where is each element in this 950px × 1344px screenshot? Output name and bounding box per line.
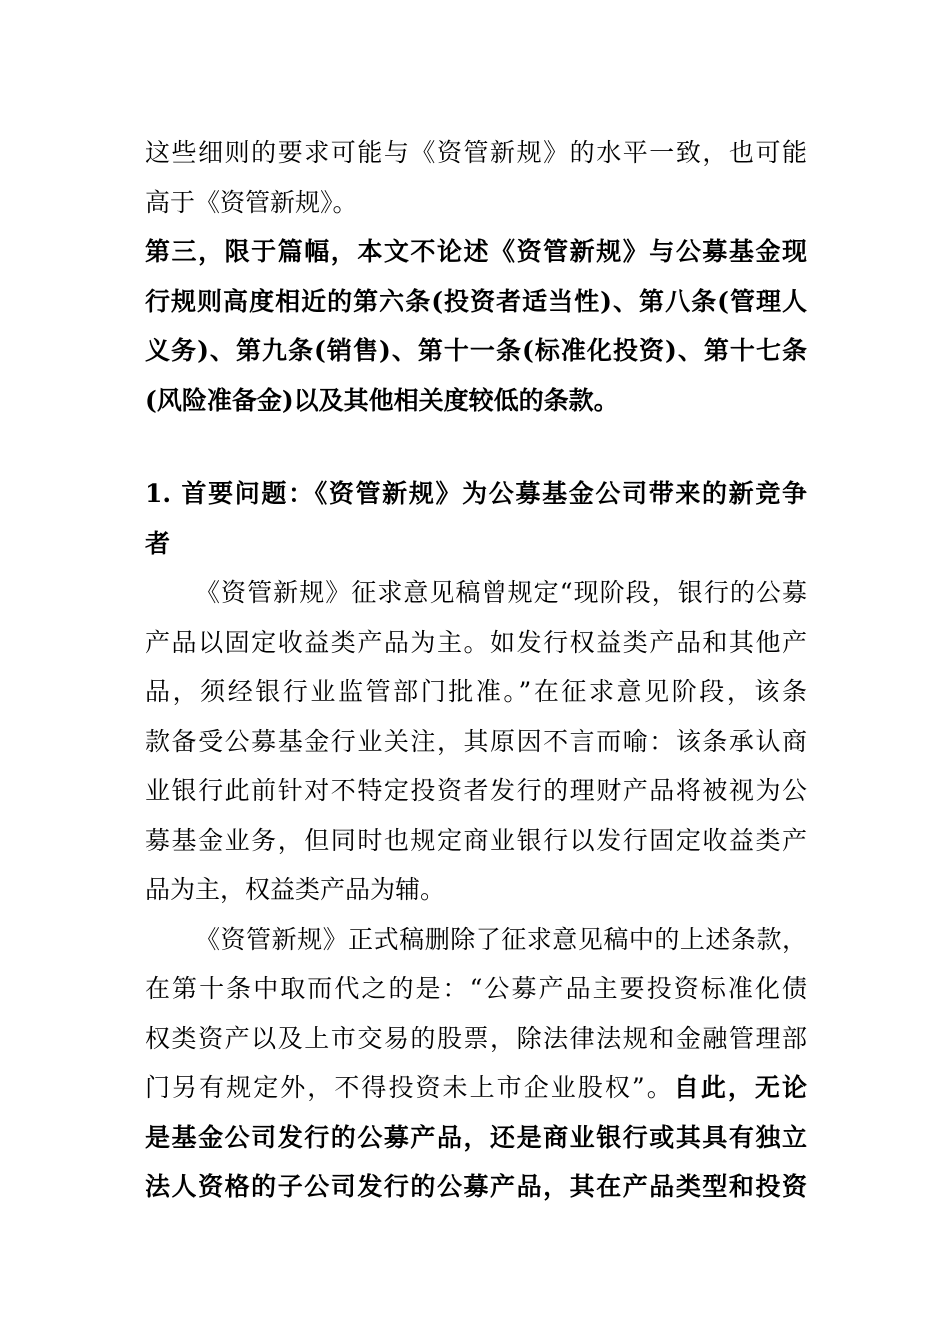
text-line: 品为主，权益类产品为辅。 bbox=[145, 875, 446, 904]
text-line: 产品以固定收益类产品为主。如发行权益类产品和其他产 bbox=[145, 627, 807, 657]
text-line: 是基金公司发行的公募产品，还是商业银行或其具有独立 bbox=[145, 1122, 807, 1152]
bold-text-segment: 自此，无论 bbox=[673, 1073, 807, 1102]
heading-line: 1. 首要问题：《资管新规》为公募基金公司带来的新竞争 bbox=[145, 479, 807, 508]
text-line-mixed bbox=[145, 1063, 807, 1113]
text-line: 法人资格的子公司发行的公募产品，其在产品类型和投资 bbox=[145, 1172, 807, 1201]
text-line: 品，须经银行业监管部门批准。”在征求意见阶段，该条 bbox=[145, 677, 807, 706]
intro-paragraph bbox=[145, 128, 807, 227]
body-paragraph-1 bbox=[145, 568, 807, 915]
heading-line: 者 bbox=[145, 528, 171, 558]
body-paragraph-2 bbox=[145, 915, 807, 1212]
text-line: 《资管新规》征求意见稿曾规定“现阶段，银行的公募 bbox=[195, 578, 807, 607]
text-line: 业银行此前针对不特定投资者发行的理财产品将被视为公 bbox=[145, 776, 807, 805]
text-line: 款备受公募基金行业关注，其原因不言而喻：该条承认商 bbox=[145, 726, 807, 756]
text-line: 权类资产以及上市交易的股票，除法律法规和金融管理部 bbox=[145, 1023, 807, 1053]
text-line: (风险准备金)以及其他相关度较低的条款。 bbox=[145, 385, 619, 415]
section-heading bbox=[145, 469, 807, 568]
text-line: 这些细则的要求可能与《资管新规》的水平一致，也可能 bbox=[145, 138, 807, 167]
text-line: 募基金业务，但同时也规定商业银行以发行固定收益类产 bbox=[145, 825, 807, 855]
paragraph-spacer bbox=[145, 425, 807, 469]
text-line: 第三，限于篇幅，本文不论述《资管新规》与公募基金现 bbox=[145, 237, 807, 266]
text-line: 行规则高度相近的第六条(投资者适当性)、第八条(管理人 bbox=[145, 286, 807, 316]
text-segment: 门另有规定外，不得投资未上市企业股权”。 bbox=[145, 1073, 674, 1102]
document-page bbox=[145, 128, 807, 1212]
point-three-paragraph bbox=[145, 227, 807, 425]
text-line: 义务)、第九条(销售)、第十一条(标准化投资)、第十七条 bbox=[145, 336, 807, 365]
text-line: 高于《资管新规》。 bbox=[145, 187, 358, 217]
text-line: 在第十条中取而代之的是：“公募产品主要投资标准化债 bbox=[145, 974, 807, 1003]
text-line: 《资管新规》正式稿删除了征求意见稿中的上述条款， bbox=[195, 924, 807, 954]
